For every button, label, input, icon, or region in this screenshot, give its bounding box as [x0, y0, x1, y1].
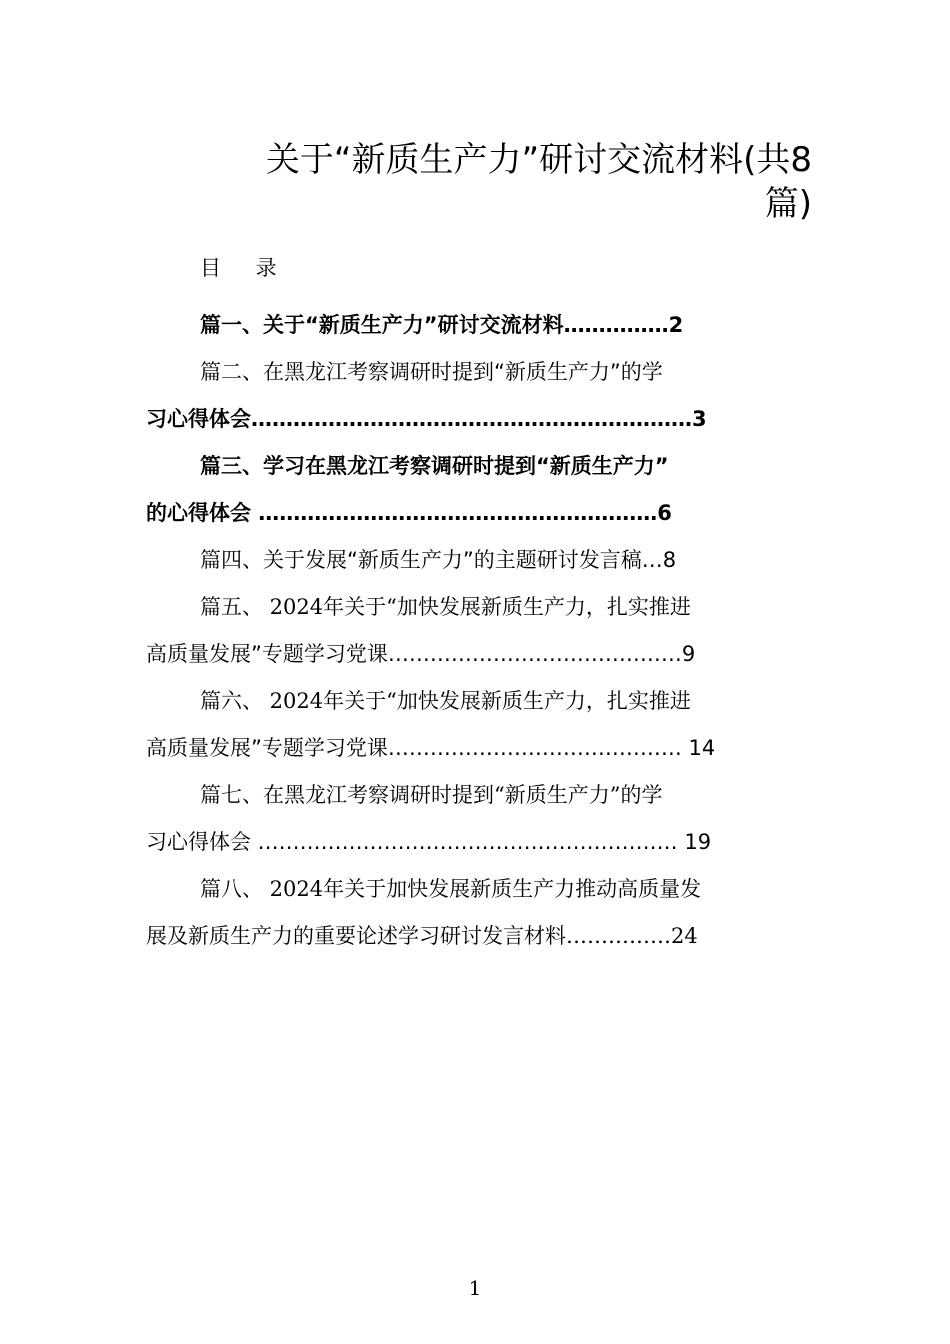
toc-entry-7[interactable] [146, 772, 806, 866]
toc-entry-4[interactable] [146, 537, 806, 584]
toc-entry-2-line-2[interactable]: 习心得体会………………………………………………………3 [146, 407, 707, 431]
document-title [200, 138, 812, 226]
toc-entry-3-line-2[interactable]: 的心得体会 …………………………………………………6 [146, 501, 672, 525]
toc-entry-6-line-1[interactable]: 篇六、 2024年关于“加快发展新质生产力，扎实推进 [200, 689, 691, 713]
toc-entry-1-line-1[interactable]: 篇一、关于“新质生产力”研讨交流材料……………2 [200, 313, 684, 337]
toc-entry-5[interactable] [146, 584, 806, 678]
toc-entry-5-line-2[interactable]: 高质量发展”专题学习党课……………………………………9 [146, 642, 696, 666]
toc-heading: 目 录 [200, 256, 291, 280]
toc-entry-8[interactable] [146, 866, 806, 960]
table-of-contents [146, 302, 806, 960]
toc-entry-6[interactable] [146, 678, 806, 772]
toc-entry-1[interactable] [146, 302, 806, 349]
document-title-line-2: 篇) [764, 184, 812, 224]
toc-entry-6-line-2[interactable]: 高质量发展”专题学习党课…………………………………… 14 [146, 736, 716, 760]
toc-entry-5-line-1[interactable]: 篇五、 2024年关于“加快发展新质生产力，扎实推进 [200, 595, 691, 619]
toc-entry-8-line-1[interactable]: 篇八、 2024年关于加快发展新质生产力推动高质量发 [200, 877, 702, 901]
page-number: 1 [468, 1276, 482, 1300]
toc-entry-2[interactable] [146, 349, 806, 443]
toc-entry-7-line-2[interactable]: 习心得体会 …………………………………………………… 19 [146, 830, 712, 854]
toc-entry-3-line-1[interactable]: 篇三、学习在黑龙江考察调研时提到“新质生产力” [200, 454, 669, 478]
toc-entry-2-line-1[interactable]: 篇二、在黑龙江考察调研时提到“新质生产力”的学 [200, 360, 663, 384]
toc-entry-3[interactable] [146, 443, 806, 537]
document-title-line-1: 关于“新质生产力”研讨交流材料(共8 [265, 140, 812, 180]
toc-entry-4-line-1[interactable]: 篇四、关于发展“新质生产力”的主题研讨发言稿…8 [200, 548, 677, 572]
toc-entry-8-line-2[interactable]: 展及新质生产力的重要论述学习研讨发言材料……………24 [146, 924, 698, 948]
toc-entry-7-line-1[interactable]: 篇七、在黑龙江考察调研时提到“新质生产力”的学 [200, 783, 663, 807]
